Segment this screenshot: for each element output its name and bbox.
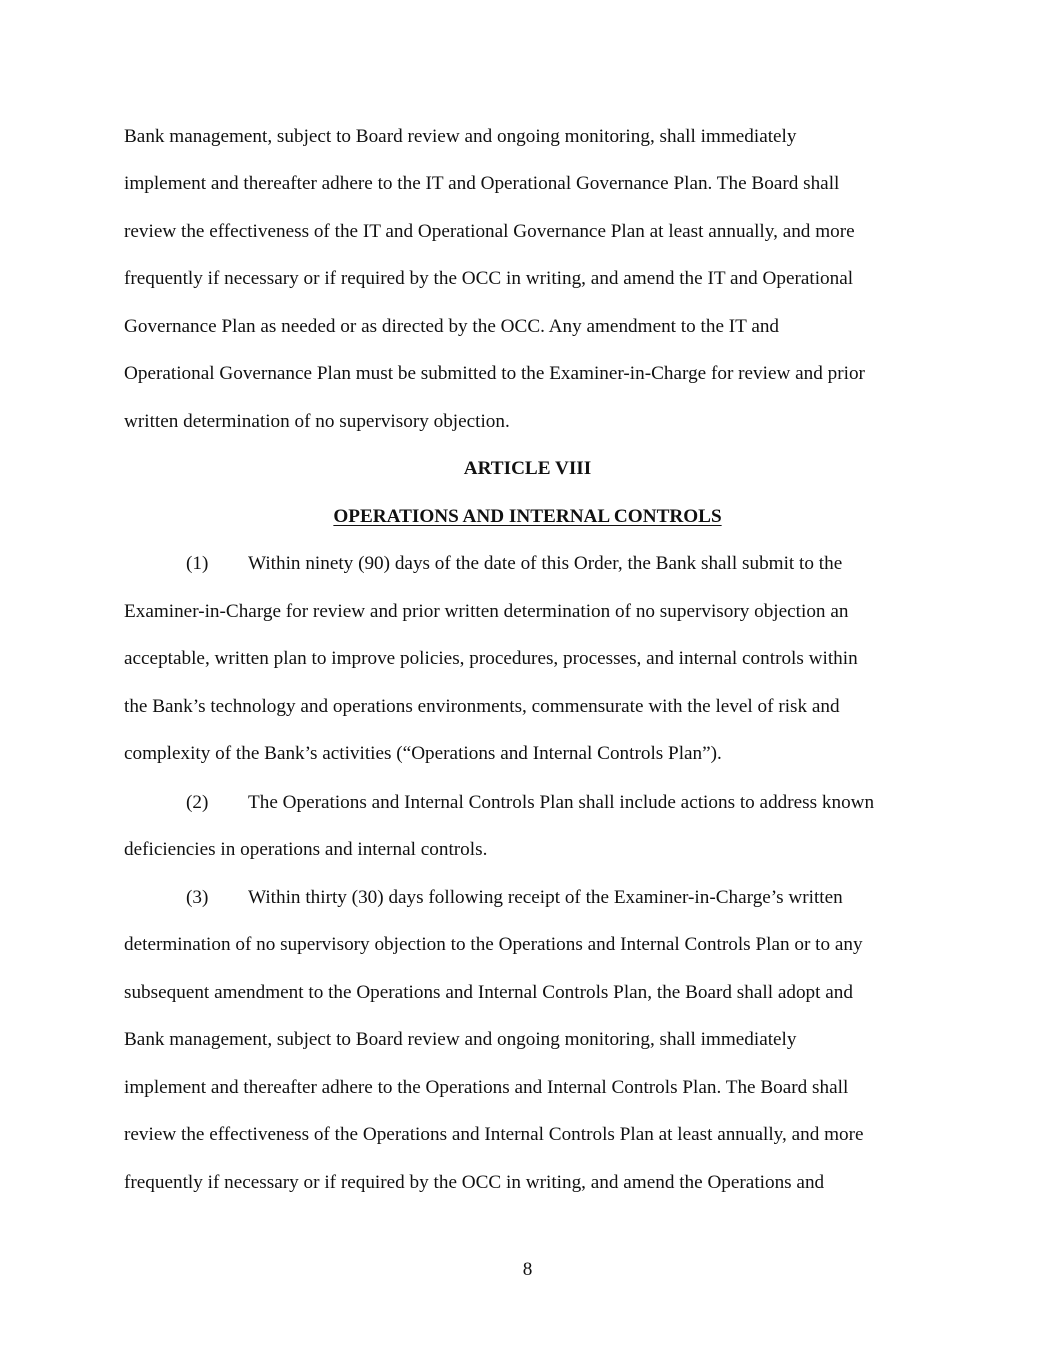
text-line: determination of no supervisory objection to the Operations and Internal Controls Plan or to any xyxy=(124,934,863,955)
text-line: implement and thereafter adhere to the Operations and Internal Controls Plan. The Board shall xyxy=(124,1077,849,1098)
text-line: The Operations and Internal Controls Plan shall include actions to address known xyxy=(248,792,875,813)
text-line: implement and thereafter adhere to the IT and Operational Governance Plan. The Board shall xyxy=(124,173,840,194)
page-number: 8 xyxy=(522,1259,533,1280)
text-line: deficiencies in operations and internal controls. xyxy=(124,839,488,860)
section-number: (1) xyxy=(186,553,209,574)
text-line: review the effectiveness of the IT and Operational Governance Plan at least annually, and more xyxy=(124,221,855,242)
text-line: Governance Plan as needed or as directed by the OCC. Any amendment to the IT and xyxy=(124,316,780,337)
text-line: frequently if necessary or if required by the OCC in writing, and amend the IT and Operational xyxy=(124,268,854,289)
text-line: the Bank’s technology and operations environments, commensurate with the level of risk and xyxy=(124,696,840,717)
section-number: (2) xyxy=(186,792,209,813)
text-line: subsequent amendment to the Operations and Internal Controls Plan, the Board shall adopt and xyxy=(124,982,853,1003)
article-title-text: OPERATIONS AND INTERNAL CONTROLS xyxy=(333,506,722,527)
text-line: Within ninety (90) days of the date of this Order, the Bank shall submit to the xyxy=(248,553,843,574)
section-first-line xyxy=(0,886,1055,910)
text-line: review the effectiveness of the Operations and Internal Controls Plan at least annually, and more xyxy=(124,1124,864,1145)
text-line: acceptable, written plan to improve policies, procedures, processes, and internal controls within xyxy=(124,648,858,669)
text-line: Operational Governance Plan must be submitted to the Examiner-in-Charge for review and prior xyxy=(124,363,865,384)
text-line: Bank management, subject to Board review and ongoing monitoring, shall immediately xyxy=(124,126,797,147)
section-number: (3) xyxy=(186,887,209,908)
text-line: Bank management, subject to Board review and ongoing monitoring, shall immediately xyxy=(124,1029,797,1050)
article-title-heading xyxy=(0,505,1055,529)
text-line: frequently if necessary or if required by the OCC in writing, and amend the Operations and xyxy=(124,1172,825,1193)
article-number-heading: ARTICLE VIII xyxy=(463,458,592,479)
text-line: Examiner-in-Charge for review and prior written determination of no supervisory objection an xyxy=(124,601,849,622)
text-line: complexity of the Bank’s activities (“Operations and Internal Controls Plan”). xyxy=(124,743,722,764)
text-line: Within thirty (30) days following receipt of the Examiner-in-Charge’s written xyxy=(248,887,843,908)
text-line: written determination of no supervisory objection. xyxy=(124,411,510,432)
section-first-line xyxy=(0,552,1055,576)
section-first-line xyxy=(0,791,1055,815)
